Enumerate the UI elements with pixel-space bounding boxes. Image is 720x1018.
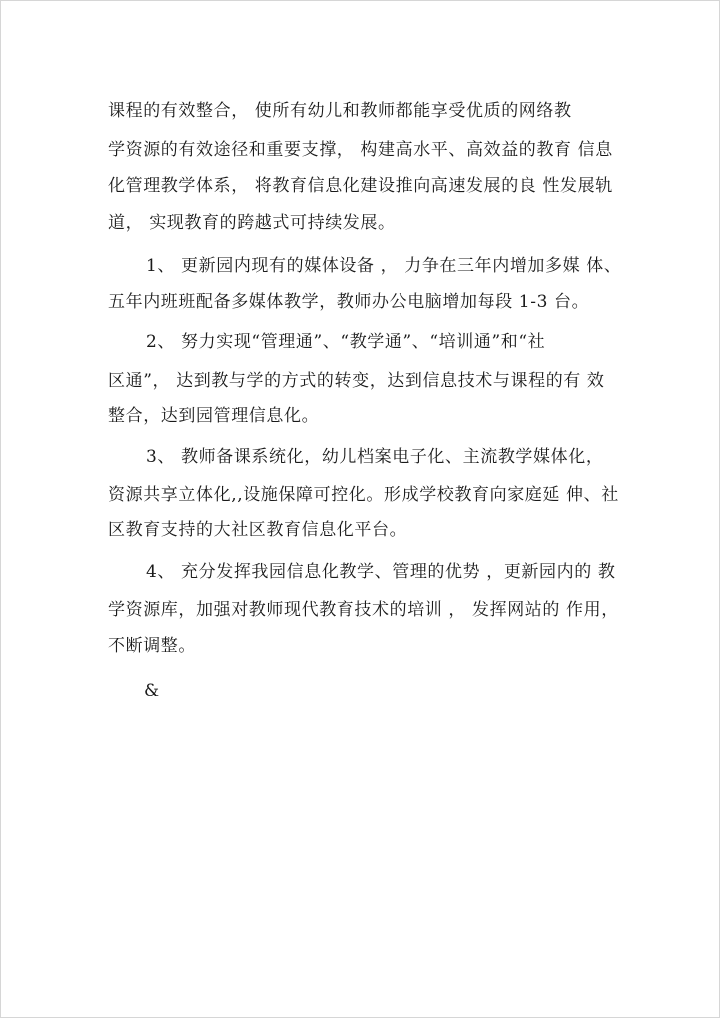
text-line: 学资源的有效途径和重要支撑， 构建高水平、高效益的教育 信息: [108, 140, 613, 160]
text-line: 区通”， 达到教与学的方式的转变，达到信息技术与课程的有 效: [108, 371, 605, 391]
list-item-2-text: 2、 努力实现“管理通”、“教学通”、“培训通”和“社: [146, 332, 546, 352]
text-line: 不断调整。: [108, 636, 196, 656]
text-line: 道， 实现教育的跨越式可持续发展。: [108, 213, 396, 233]
text-line: 区教育支持的大社区教育信息化平台。: [108, 520, 408, 540]
list-item-3-text: 3、 教师备课系统化，幼儿档案电子化、主流教学媒体化，: [146, 447, 604, 467]
list-item-1-text: 1、 更新园内现有的媒体设备 ， 力争在三年内增加多媒 体、: [146, 256, 622, 276]
text-line: 资源共享立体化,,设施保障可控化。形成学校教育向家庭延 伸、社: [108, 485, 619, 505]
text-line: 化管理教学体系， 将教育信息化建设推向高速发展的良 性发展轨: [108, 176, 613, 196]
text-line: 学资源库，加强对教师现代教育技术的培训 ， 发挥网站的 作用，: [108, 600, 619, 620]
list-item-4-text: 4、 充分发挥我园信息化教学、管理的优势 ，更新园内的 教: [146, 562, 616, 582]
text-line: 整合，达到园管理信息化。: [108, 406, 320, 426]
ampersand-symbol: &: [144, 681, 160, 701]
text-line: 五年内班班配备多媒体教学，教师办公电脑增加每段 1-3 台。: [108, 292, 590, 312]
text-line: 课程的有效整合， 使所有幼儿和教师都能享受优质的网络教: [108, 101, 572, 121]
